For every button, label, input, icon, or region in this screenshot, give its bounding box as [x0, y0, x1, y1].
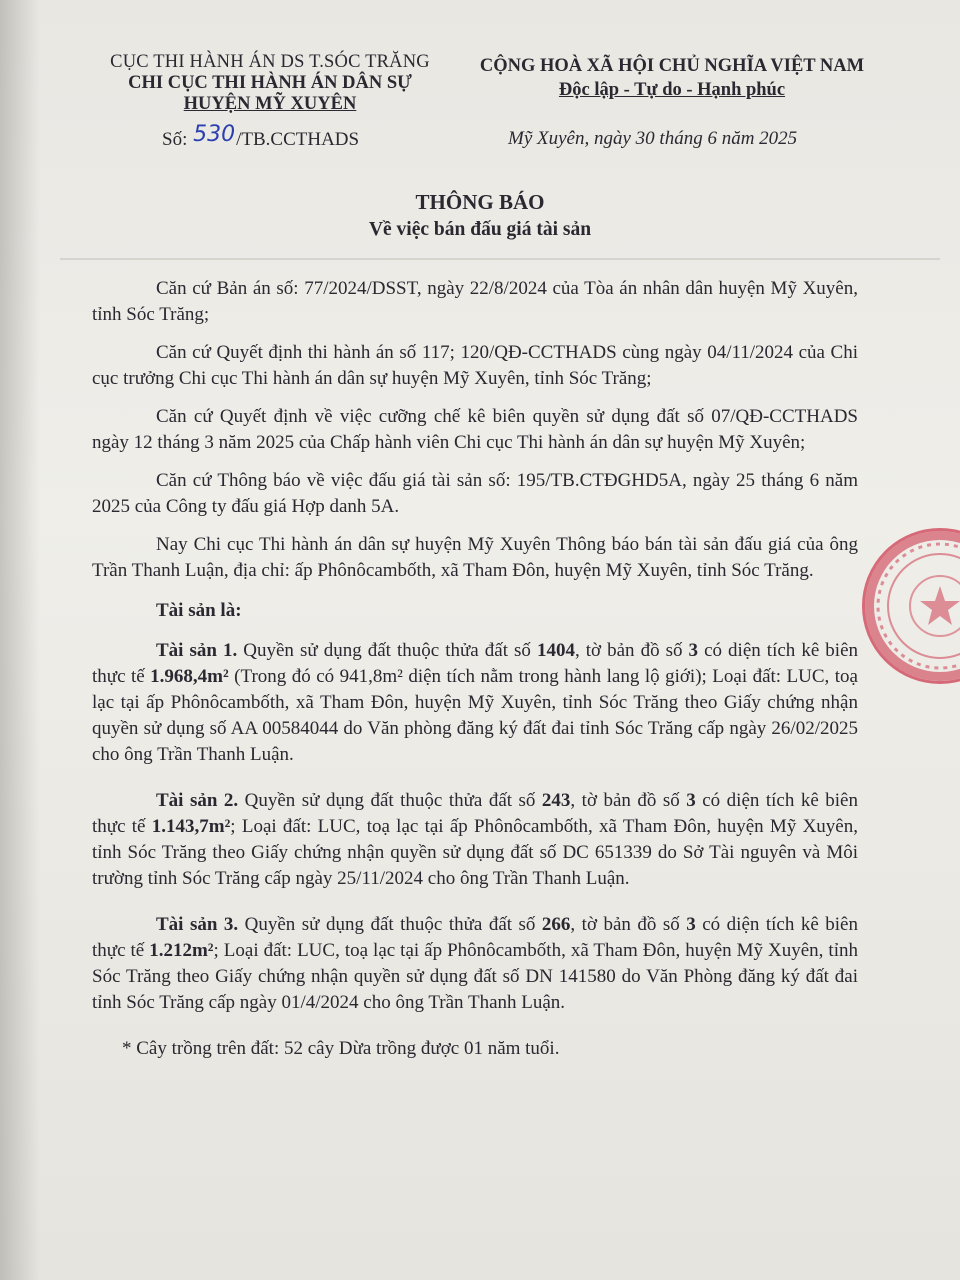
asset-1-text-d: (Trong đó có 941,8m² diện tích nằm trong hành lang lộ giới); Loại đất: LUC, toạ lạc tại ấp Phônôcambốth, xã Tham Đôn, huyện Mỹ Xuyên, tỉnh Sóc Trăng theo Giấy chứng nhận quyền sử dụng số AA 00584044 do Văn phòng đăng ký đất đai tỉnh Sóc Trăng cấp ngày 26/02/2025 cho ông Trần Thanh Luận.: [92, 666, 858, 765]
asset-2-parcel: 243: [541, 790, 571, 811]
asset-1-parcel: 1404: [536, 640, 575, 661]
document-number-prefix: Số:: [162, 129, 188, 150]
asset-3-area: 1.212m²: [149, 940, 214, 961]
issuing-agency-header: [90, 52, 450, 115]
asset-2-text-d: ; Loại đất: LUC, toạ lạc tại ấp Phônôcambốth, xã Tham Đôn, huyện Mỹ Xuyên, tỉnh Sóc Trăng theo Giấy chứng nhận quyền sử dụng đất số DC 651339 do Sở Tài nguyên và Môi trường tỉnh Sóc Trăng cấp ngày 25/11/2024 cho ông Trần Thanh Luận.: [92, 816, 858, 889]
document-subtitle: Về việc bán đấu giá tài sản: [368, 219, 592, 240]
agency-line-3: HUYỆN MỸ XUYÊN: [183, 94, 357, 114]
asset-1-map: 3: [688, 640, 699, 661]
asset-1: [92, 638, 858, 768]
asset-2-label: Tài sản 2.: [156, 790, 239, 811]
asset-2-area: 1.143,7m²: [151, 816, 231, 837]
national-name: CỘNG HOÀ XÃ HỘI CHỦ NGHĨA VIỆT NAM: [479, 56, 865, 76]
announcement-paragraph: Nay Chi cục Thi hành án dân sự huyện Mỹ Xuyên Thông báo bán tài sản đấu giá của ông Trần Thanh Luận, địa chỉ: ấp Phônôcambốth, xã Tham Đôn, huyện Mỹ Xuyên, tỉnh Sóc Trăng.: [92, 534, 858, 581]
asset-2: [92, 788, 858, 892]
asset-3-label: Tài sản 3.: [156, 914, 239, 935]
national-motto: Độc lập - Tự do - Hạnh phúc: [558, 80, 786, 100]
asset-3-text-c: có diện tích kê biên thực tế: [92, 914, 858, 961]
asset-1-text-a: Quyền sử dụng đất thuộc thửa đất số: [237, 640, 537, 661]
agency-line-2: CHI CỤC THI HÀNH ÁN DÂN SỰ: [128, 73, 412, 93]
agency-line-1: CỤC THI HÀNH ÁN DS T.SÓC TRĂNG: [110, 52, 430, 72]
basis-paragraph-4: Căn cứ Thông báo về việc đấu giá tài sản số: 195/TB.CTĐGHD5A, ngày 25 tháng 6 năm 2025 của Công ty đấu giá Hợp danh 5A.: [92, 470, 858, 517]
crops-note: * Cây trồng trên đất: 52 cây Dừa trồng được 01 năm tuổi.: [122, 1038, 560, 1059]
document-title: THÔNG BÁO: [415, 190, 545, 214]
basis-paragraph-2: Căn cứ Quyết định thi hành án số 117; 120/QĐ-CCTHADS cùng ngày 04/11/2024 của Chi cục trưởng Chi cục Thi hành án dân sự huyện Mỹ Xuyên, tỉnh Sóc Trăng;: [92, 342, 858, 389]
asset-2-text-a: Quyền sử dụng đất thuộc thửa đất số: [238, 790, 542, 811]
asset-1-label: Tài sản 1.: [156, 640, 238, 661]
basis-paragraph-1: Căn cứ Bản án số: 77/2024/DSST, ngày 22/8/2024 của Tòa án nhân dân huyện Mỹ Xuyên, tỉnh Sóc Trăng;: [92, 278, 858, 325]
asset-2-text-c: có diện tích kê biên thực tế: [92, 790, 858, 837]
asset-3-text-d: ; Loại đất: LUC, toạ lạc tại ấp Phônôcambốth, xã Tham Đôn, huyện Mỹ Xuyên, tỉnh Sóc Trăng theo Giấy chứng nhận quyền sử dụng đất số DN 141580 do Văn Phòng đăng ký đất đai tỉnh Sóc Trăng cấp ngày 01/4/2024 cho ông Trần Thanh Luận.: [92, 940, 858, 1013]
national-motto-header: [452, 54, 892, 102]
assets-heading: Tài sản là:: [156, 600, 242, 621]
asset-3: [92, 912, 858, 1016]
asset-3-text-a: Quyền sử dụng đất thuộc thửa đất số: [238, 914, 542, 935]
official-seal: [862, 528, 960, 684]
document-number: [162, 122, 360, 151]
asset-1-text-b: , tờ bản đồ số: [574, 640, 689, 661]
asset-2-text-b: , tờ bản đồ số: [570, 790, 687, 811]
document-number-suffix: /TB.CCTHADS: [236, 129, 360, 150]
asset-3-text-b: , tờ bản đồ số: [570, 914, 687, 935]
document-date: Mỹ Xuyên, ngày 30 tháng 6 năm 2025: [508, 128, 798, 149]
handwritten-number: 530: [193, 122, 236, 147]
asset-2-map: 3: [686, 790, 696, 811]
document-body: [92, 276, 858, 1074]
seal-emblem-icon: [865, 531, 960, 681]
asset-3-parcel: 266: [541, 914, 571, 935]
asset-1-text-c: có diện tích kê biên thực tế: [92, 640, 859, 687]
asset-1-area: 1.968,4m²: [150, 666, 229, 687]
asset-3-map: 3: [686, 914, 696, 935]
fold-crease: [60, 258, 940, 260]
basis-paragraph-3: Căn cứ Quyết định về việc cưỡng chế kê biên quyền sử dụng đất số 07/QĐ-CCTHADS ngày 12 tháng 3 năm 2025 của Chấp hành viên Chi cục Thi hành án dân sự huyện Mỹ Xuyên;: [92, 406, 858, 453]
